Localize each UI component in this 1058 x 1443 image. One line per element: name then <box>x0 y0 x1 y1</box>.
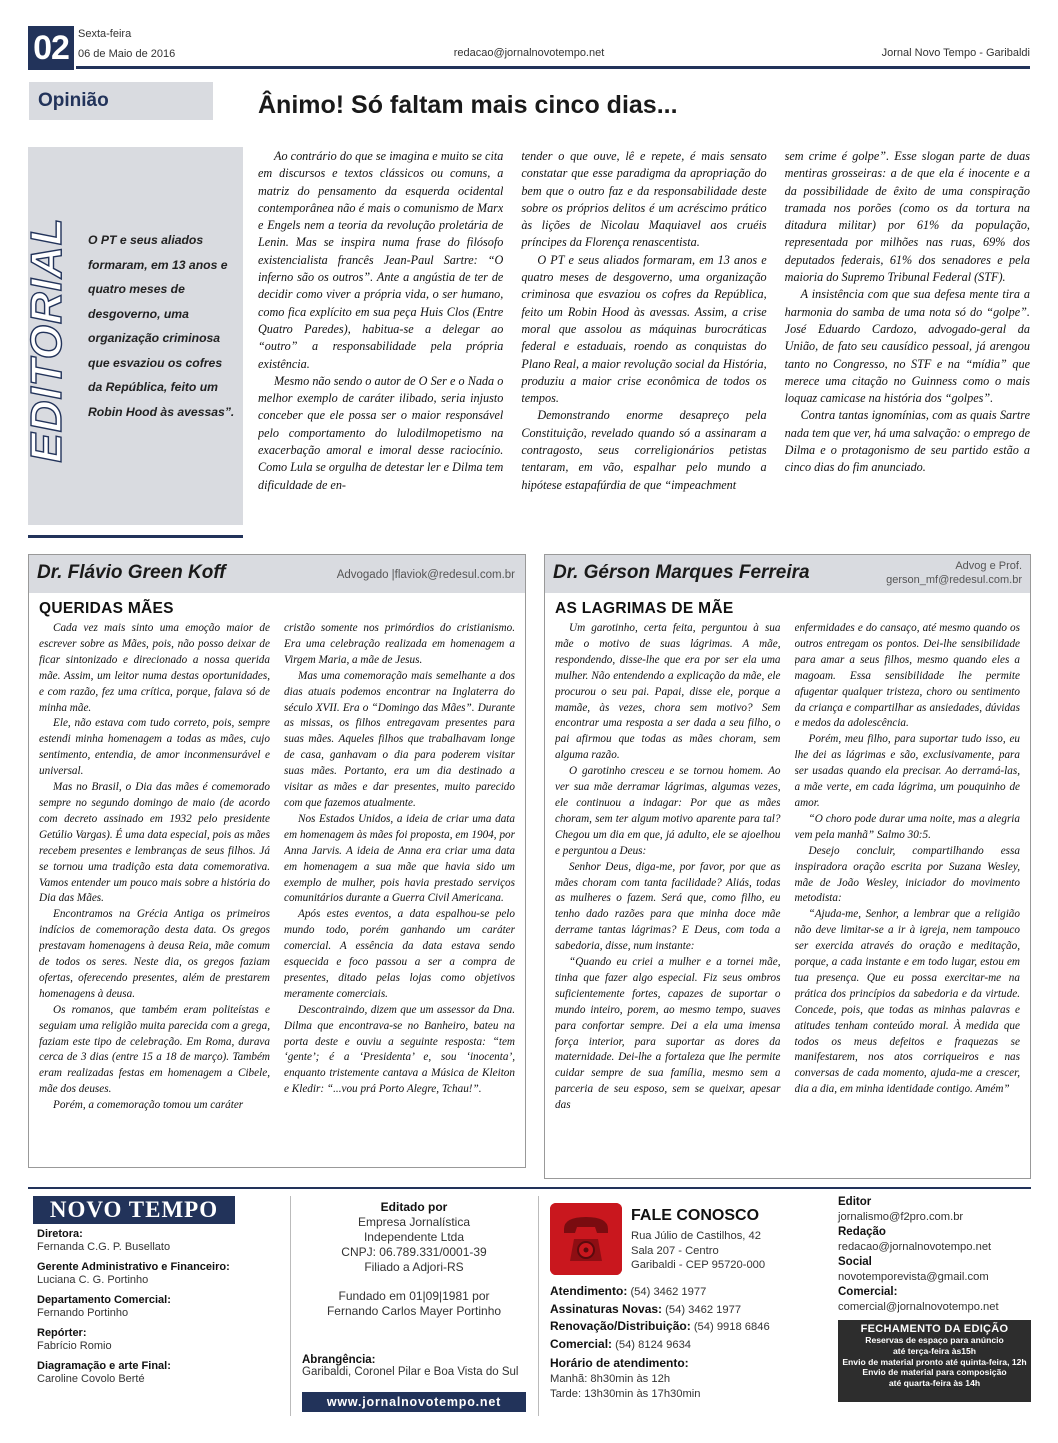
hours-afternoon: Tarde: 13h30min às 17h30min <box>550 1388 701 1400</box>
contact-phones <box>550 1283 770 1353</box>
founded-line: Fernando Carlos Mayer Portinho <box>326 1304 502 1318</box>
paragraph: tender o que ouve, lê e repete, é mais sensato constatar que esse paradigma da apropriação do bem que o outro faz e da responsabilidade deste sobre os próprios delitos é um acréscimo prático às lições de Nicolau Maquiavel aos cruéis príncipes da Florença renascentista. <box>521 149 767 250</box>
email-address[interactable]: jornalismo@f2pro.com.br <box>838 1211 964 1223</box>
paragraph: Cada vez mais sinto uma emoção maior de escrever sobre as Mães, pois, não posso deixar de ficar sintonizado e direcionado a nossa querida mãe. Assim, um leitor numa destas oportunidades, e com razão, fez uma crítica, porque, falava só de minha mãe. <box>39 622 270 714</box>
paragraph: Um garotinho, certa feita, perguntou à sua mãe o motivo de suas lágrimas. A mãe, respondendo, disse-lhe que era por ser ela uma mulher. Não entendendo a explicação da mãe, ele procurou o seu pai. Papai, disse ele, porque a mamãe, às vezes, chora sem motivo? Sem encontrar uma resposta a ser dada a seu filho, o pai afirmou que todas as mães choram, sem alguma razão. <box>555 622 781 762</box>
email-label: Comercial: <box>838 1286 898 1298</box>
office-hours <box>550 1356 701 1402</box>
editorial-body <box>258 148 1030 528</box>
email-label: Editor <box>838 1196 872 1208</box>
coverage <box>302 1354 530 1378</box>
address-line: Garibaldi - CEP 95720-000 <box>631 1259 766 1271</box>
phone-row <box>550 1283 770 1301</box>
address-line: Rua Júlio de Castilhos, 42 <box>631 1230 761 1242</box>
paragraph: A insistência com que sua defesa mente tira a harmonia do samba de uma nota só do “golpe”. José Eduardo Cardozo, advogado-geral da União, de fato seu causídico pessoal, já arengou tanto no Congresso, no STF e na “mídia” que merece uma citação no Guinness como o mais loquaz camicase na história dos “golpes”. <box>784 287 1030 406</box>
article-right <box>544 554 1031 1179</box>
paragraph: “Ajuda-me, Senhor, a lembrar que a religião não deve limitar-se a ir à igreja, nem tampouco ser exercida através do oração e meditação, porque, a cada instante e em todo lugar, estou em tua presença. Que eu possa exercitar-me na prática dos princípios da sabedoria e da virtude. Concede, pois, que todas as minhas palavras e atitudes tenham conteúdo moral. À medida que todos os meus defeitos e fraquezas se manifestarem, nos atos corriqueiros e nas conversas de cada momento, ajuda-me a crescer, dia a dia, em minha identidade contigo. Amém” <box>794 908 1020 1096</box>
phone-number[interactable]: (54) 8124 9634 <box>615 1338 692 1351</box>
publisher-name: Empresa Jornalística <box>357 1215 471 1229</box>
paragraph: Os romanos, que também eram politeístas e seguiam uma religião muita parecida com a grega, faziam este tipo de celebração. Em Roma, durava cerca de 3 dias (entre 15 a 18 de março). Também eram realizadas festas em homenagem a Cibele, mãe dos deuses. <box>39 1003 270 1096</box>
staff-label: Departamento Comercial: <box>37 1294 171 1306</box>
article-column-1 <box>39 621 270 1159</box>
author-email[interactable]: gerson_mf@redesul.com.br <box>886 574 1022 586</box>
coverage-label: Abrangência: <box>302 1354 376 1366</box>
phone-label: Comercial: <box>550 1336 613 1351</box>
paragraph: Demonstrando enorme desapreço pela Constituição, revelado quando só a assinaram a contragosto, seus correligionários petistas tentaram, em vão, espalhar pelo mundo a hipótese estapafúrdia de que “impeachment <box>521 408 767 492</box>
email-address[interactable]: redacao@jornalnovotempo.net <box>838 1241 992 1253</box>
paragraph: Porém, meu filho, para suportar tudo isso, eu lhe dei as lágrimas e são, exclusivamente, para ser usadas quando ela precisar. Ao derramá-las, a mãe verte, em cada lágrima, um pouquinho de amor. <box>794 733 1020 809</box>
paragraph: Ao contrário do que se imagina e muito se cita em discursos e textos clássicos ou comuns, a matriz do pensamento da esquerda ocidental contemporânea não é mais o comunismo de Marx e Engels nem a teoria da revolução proletária de Lenin. Mas se inspira numa frase do filósofo existencialista francês Jean-Paul Sartre: “O inferno são os outros”. Ante a angústia de ter de decidir como viver a própria vida, o ser humano, como fica explícito em sua peça Huis Clos (Entre Quatro Paredes), habitua-se a delegar ao “outro” a responsabilidade pela própria existência. <box>258 149 504 371</box>
staff-label: Diretora: <box>37 1228 83 1240</box>
closing-line: Envio de material para composição <box>862 1367 1007 1378</box>
author-name: Dr. Gérson Marques Ferreira <box>553 562 810 583</box>
phone-number[interactable]: (54) 3462 1977 <box>665 1303 742 1316</box>
publisher-info <box>300 1200 528 1319</box>
phone-number[interactable]: (54) 9918 6846 <box>693 1321 770 1333</box>
publisher-label: Editado por <box>380 1200 448 1214</box>
paragraph: Mas no Brasil, o Dia das mães é comemorado sempre no segundo domingo de maio (de acordo com decreto assinado em 1932 pelo presidente Getúlio Vargas). É uma data especial, pois as mães recebem presentes e lembranças de seus filhos. Já se tornou uma tradição esta data comemorativa. Vamos entender um pouco mais sobre a história do Dia das Mães. <box>39 781 270 905</box>
email-label: Social <box>838 1256 872 1268</box>
paragraph: enfermidades e do cansaço, até mesmo quando os outros entregam os pontos. Dei-lhe sensibilidade para amar a seus filhos, mesmo quando eles a magoam. Essa sensibilidade lhe permite afugentar qualquer tristeza, choro ou sentimento da criança e compartilhar as ansiedades, dúvidas e medos da adolescência. <box>794 622 1020 730</box>
newspaper-logo: NOVO TEMPO <box>33 1196 235 1224</box>
phone-row <box>550 1318 770 1336</box>
paragraph: Mesmo não sendo o autor de O Ser e o Nada o melhor exemplo de caráter ilibado, seria injusto conceber que ele possa ser o maior responsável pelo comportamento do lulodilmopetismo na exacerbação amoral e imoral desse raciocínio. Como Lula se orgulha de detestar ler e Dilma tem dificuldade de en- <box>258 373 504 492</box>
paragraph: Ele, não estava com tudo correto, pois, sempre estendi minha homenagem a todas as mães, cujo sentimento, entendia, de amor inconmensurável e universal. <box>39 717 270 778</box>
hours-label: Horário de atendimento: <box>550 1356 689 1370</box>
paragraph: sem crime é golpe”. Esse slogan parte de duas mentiras grosseiras: a de que ela é inocente e a da possibilidade de êxito de uma conspiração tramada nos porões (como os da tortura na ditadura militar) por 61% da população, representada por milhões nas ruas, 69% dos deputados federais, 61% dos senadores e pela maioria do Supremo Tribunal Federal (STF). <box>784 149 1030 285</box>
author-role <box>886 559 1022 587</box>
editorial-vertical-label <box>23 200 71 480</box>
paragraph: Porém, a comemoração tomou um caráter <box>53 1099 244 1112</box>
footer-divider <box>538 1196 539 1416</box>
section-label: Opinião <box>29 82 213 120</box>
staff-list <box>37 1228 287 1393</box>
staff-value: Fernanda C.G. P. Busellato <box>37 1241 171 1253</box>
staff-value: Fabrício Romio <box>37 1340 112 1352</box>
coverage-value: Garibaldi, Coronel Pilar e Boa Vista do Sul <box>302 1366 519 1378</box>
article-body <box>39 621 515 1159</box>
paragraph: cristão somente nos primórdios do cristianismo. Era uma celebração realizada em homenagem a Virgem Maria, a mãe de Jesus. <box>284 622 515 666</box>
phone-label: Atendimento: <box>550 1284 628 1298</box>
editorial-title: Ânimo! Só faltam mais cinco dias... <box>258 91 678 119</box>
publisher-name: Independente Ltda <box>363 1230 465 1244</box>
staff-label: Repórter: <box>37 1327 87 1339</box>
paragraph: Senhor Deus, diga-me, por favor, por que as mães choram com tanta facilidade? Aliás, todas as mulheres o fazem. Será que, como filho, eu tenho dado razões para que minha doce mãe derrame tantas lágrimas? E Deus, com toda a sabedoria, disse, num instante: <box>555 860 781 953</box>
contact-address <box>631 1229 765 1273</box>
staff-value: Fernando Portinho <box>37 1307 129 1319</box>
telephone-icon <box>550 1203 622 1275</box>
email-label: Redação <box>838 1226 886 1238</box>
page-number: 02 <box>28 26 74 70</box>
phone-row <box>550 1336 770 1354</box>
hours-morning: Manhã: 8h30min às 12h <box>550 1373 671 1385</box>
article-header <box>545 555 1030 593</box>
address-line: Sala 207 - Centro <box>631 1244 719 1257</box>
editorial-column-3 <box>785 148 1030 528</box>
staff-value: Caroline Covolo Berté <box>37 1373 145 1385</box>
closing-line: Envio de material pronto até quinta-feira, 12h <box>842 1356 1027 1367</box>
staff-label: Diagramação e arte Final: <box>37 1360 171 1372</box>
paragraph: O garotinho cresceu e se tornou homem. Ao ver sua mãe derramar lágrimas, algumas vezes, ele continuou a indagar: Por que as mães choram, sem ter algum motivo aparente para tal? Chegou um dia em que, já adulto, ele se ajoelhou e perguntou a Deus: <box>555 765 781 857</box>
header-paper-name: Jornal Novo Tempo - Garibaldi <box>881 47 1030 59</box>
paragraph: Desejo concluir, compartilhando essa inspiradora oração escrita por Suzana Wesley, mãe de João Wesley, iniciador do movimento metodista: <box>794 844 1020 905</box>
closing-line: até quarta-feira às 14h <box>888 1378 981 1389</box>
publisher-cnpj: CNPJ: 06.789.331/0001-39 <box>341 1245 487 1259</box>
paragraph: “Quando eu criei a mulher e a tornei mãe, tinha que fazer algo especial. Fiz seus ombros suficientemente fortes, capazes de suportar o mundo inteiro, porem, ao mesmo tempo, suaves para confortar sempre. Dei a ela uma imensa força interior, para suportar as dores da maternidade. Dei-lhe a fortaleza que lhe permite cuidar sempre de sua família, mesmo sem a parceria de seu esposo, sem se queixar, apesar das <box>555 956 781 1112</box>
footer-divider <box>290 1196 291 1416</box>
author-name: Dr. Flávio Green Koff <box>37 562 226 583</box>
editorial-column-2 <box>521 148 766 528</box>
closing-line: Reservas de espaço para anúncio <box>865 1335 1004 1345</box>
header-date: 06 de Maio de 2016 <box>78 48 176 60</box>
website-link[interactable]: www.jornalnovotempo.net <box>302 1392 526 1412</box>
closing-line: até terça-feira às15h <box>892 1345 977 1356</box>
paragraph: Após estes eventos, a data espalhou-se pelo mundo todo, porém ganhando um caráter comercial. A essência da data estava sendo esquecida e foco passou a ser a compra de presentes, ditado pelas lojas como objetivos meramente comerciais. <box>284 908 515 1000</box>
staff-label: Gerente Administrativo e Financeiro: <box>37 1261 230 1273</box>
phone-row <box>550 1301 770 1319</box>
author-title: Advog e Prof. <box>955 560 1022 572</box>
article-column-2 <box>795 621 1021 1170</box>
article-left <box>28 554 526 1168</box>
article-title: QUERIDAS MÃES <box>39 600 174 617</box>
staff-value: Luciana C. G. Portinho <box>37 1274 149 1286</box>
paragraph: Contra tantas ignomínias, com as quais Sartre nada tem que ver, há uma salvação: o emprego de Dilma e o protagonismo de seu partido estão a cinco dias do fim anunciado. <box>784 408 1030 475</box>
article-header <box>29 555 525 593</box>
closing-title: FECHAMENTO DA EDIÇÃO <box>860 1323 1009 1335</box>
phone-number[interactable]: (54) 3462 1977 <box>630 1286 707 1298</box>
paragraph: O PT e seus aliados formaram, em 13 anos e quatro meses de desgoverno, uma organização criminosa que esvaziou os cofres da República, feito um Robin Hood às avessas. Assim, a crise moral que assolou as máquinas burocráticas federal e estaduais, roendo as conquistas do Plano Real, a maior revolução social da História, produziu a maior crise econômica de todos os tempos. <box>521 252 767 406</box>
header-weekday: Sexta-feira <box>78 28 132 40</box>
publisher-affiliation: Filiado a Adjori-RS <box>364 1260 464 1274</box>
email-address[interactable]: comercial@jornalnovotempo.net <box>838 1301 999 1313</box>
paragraph: Encontramos na Grécia Antiga os primeiros indícios de comemoração desta data. Os gregos prestavam homenagens à deusa Reia, mãe comum de todos os seres. Neste dia, os gregos faziam ofertas, oferecendo presentes, além de prestarem homenagens à deusa. <box>39 908 270 1000</box>
email-list <box>838 1195 999 1315</box>
contact-title: FALE CONOSCO <box>631 1207 760 1224</box>
phone-label: Renovação/Distribuição: <box>550 1319 691 1333</box>
article-title: AS LAGRIMAS DE MÃE <box>555 600 734 617</box>
header-rule <box>76 66 1030 69</box>
article-body <box>555 621 1020 1170</box>
editorial-pull-quote: O PT e seus aliados formaram, em 13 anos e quatro meses de desgoverno, uma organização criminosa que esvaziou os cofres da República, feito um Robin Hood às avessas”. <box>88 233 235 419</box>
founded-line: Fundado em 01|09|1981 por <box>338 1289 490 1303</box>
edition-closing-box <box>838 1320 1031 1402</box>
paragraph: Descontraindo, dizem que um assessor da Dna. Dilma que encontrava-se no Banheiro, bateu na porta deste e ouviu a seguinte resposta: “tem ‘gente’; é a ‘Presidenta’ e, sou ‘inocenta’, enquanto tristemente cantava a Música de Kleiton e Kledir: “...vou prá Porto Alegre, Tchau!”. <box>284 1003 515 1096</box>
paragraph: Nos Estados Unidos, a ideia de criar uma data em homenagem às mães foi proposta, em 1904, por Anna Jarvis. A ideia de Anna era criar uma data em homenagem a sua mãe que havia sido um exemplo de mulher, pois havia prestado serviços comunitários durante a Guerra Civil Americana. <box>284 812 515 905</box>
article-column-1 <box>555 621 781 1170</box>
phone-label: Assinaturas Novas: <box>550 1301 663 1316</box>
editorial-vertical-text: EDITORIAL <box>22 217 71 463</box>
paragraph: “O choro pode durar uma noite, mas a alegria vem pela manhã” Salmo 30:5. <box>794 812 1020 841</box>
paragraph: Mas uma comemoração mais semelhante a dos dias atuais podemos encontrar na Inglaterra do século XVII. Era o “Domingo das Mães”. Durante as missas, os filhos entregavam presentes para suas mães. Aqueles filhos que trabalhavam longe de casa, ganhavam o dia para poderem visitar suas mães. Portanto, era um dia destinado a visitar as mães e dar presentes, muito parecido com que fazemos atualmente. <box>284 669 515 809</box>
editorial-sidebar-rule <box>28 535 243 538</box>
header-email[interactable]: redacao@jornalnovotempo.net <box>453 47 605 59</box>
email-address[interactable]: novotemporevista@gmail.com <box>838 1271 989 1283</box>
article-column-2 <box>284 621 515 1159</box>
author-role: Advogado |flaviok@redesul.com.br <box>336 569 515 581</box>
editorial-column-1 <box>258 148 503 528</box>
footer-rule <box>28 1187 1031 1189</box>
